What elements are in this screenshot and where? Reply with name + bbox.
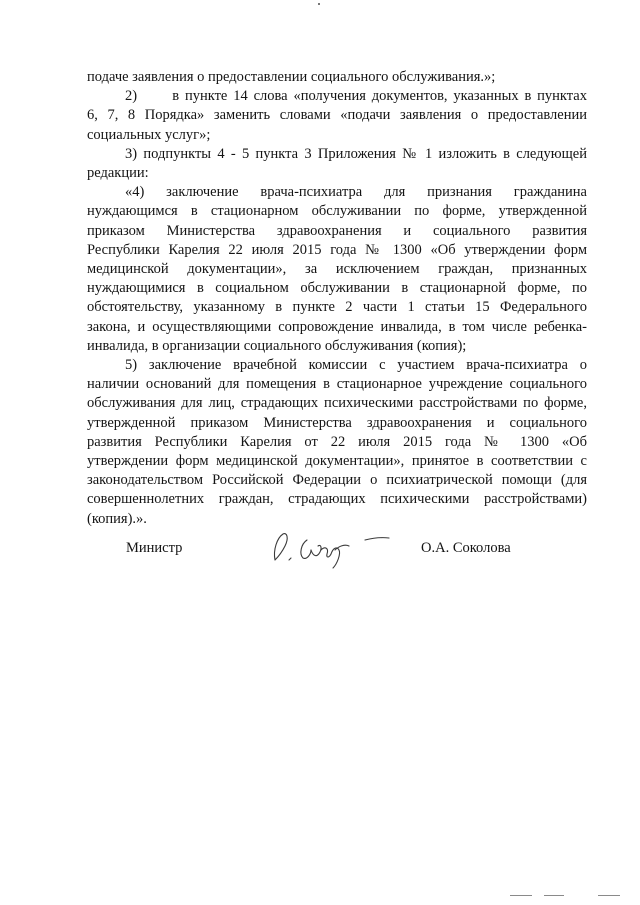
text-line: наличии оснований для помещения в стационарное учреждение социального — [87, 376, 587, 393]
text-line: инвалида, в организации социального обслуживания (копия); — [87, 337, 467, 354]
text-line: 6, 7, 8 Порядка» заменить словами «подачи заявления о предоставлении — [87, 107, 587, 124]
scan-footer-marks — [500, 893, 640, 899]
text-line: (копия).». — [87, 510, 147, 527]
paragraph-subitem-5 — [87, 356, 587, 529]
text-line: 5) заключение врачебной комиссии с участием врача-психиатра о — [125, 357, 587, 374]
text-line: социальных услуг»; — [87, 126, 211, 143]
text-line: нуждающимся в стационарном обслуживании по форме, утвержденной — [87, 203, 587, 220]
text-line: совершеннолетних граждан, страдающих психическими расстройствами) — [87, 491, 587, 508]
text-line: приказом Министерства здравоохранения и социального развития — [87, 222, 587, 239]
text-line: Республики Карелия 22 июля 2015 года № 1300 «Об утверждении форм — [87, 241, 587, 258]
signatory-name: О.А. Соколова — [421, 540, 511, 556]
signatory-title: Министр — [126, 540, 183, 556]
text-line: медицинской документации», за исключением граждан, признанных — [87, 261, 587, 278]
text-line: обстоятельству, указанному в пункте 2 части 1 статьи 15 Федерального — [87, 299, 587, 316]
text-line: 3) подпункты 4 - 5 пункта 3 Приложения № 1 изложить в следующей — [125, 145, 587, 162]
text-line: закона, и осуществляющими сопровождение инвалида, в том числе ребенка- — [87, 318, 587, 335]
text-line: редакции: — [87, 165, 149, 182]
text-line: 2) в пункте 14 слова «получения документов, указанных в пунктах — [125, 88, 587, 105]
text-line: развития Республики Карелия от 22 июля 2015 года № 1300 «Об — [87, 433, 587, 450]
paragraph-subitem-4 — [87, 183, 587, 356]
text-line: обслуживания для лиц, страдающих психическими расстройствами по форме, — [87, 395, 587, 412]
document-body — [87, 68, 587, 529]
paragraph-continuation — [87, 68, 587, 87]
text-line: законодательством Российской Федерации о психиатрической помощи (для — [87, 472, 587, 489]
text-line: подаче заявления о предоставлении социального обслуживания.»; — [87, 69, 496, 85]
text-line: нуждающимися в социальном обслуживании в стационарной форме, по — [87, 280, 587, 297]
text-line: утвержденной приказом Министерства здравоохранения и социального — [87, 414, 587, 431]
paragraph-item-2 — [87, 87, 587, 145]
text-line: «4) заключение врача-психиатра для признания гражданина — [125, 184, 587, 201]
text-line: утверждении форм медицинской документации», принятое в соответствии с — [87, 453, 587, 470]
scan-mark — [318, 3, 320, 5]
paragraph-item-3 — [87, 145, 587, 183]
